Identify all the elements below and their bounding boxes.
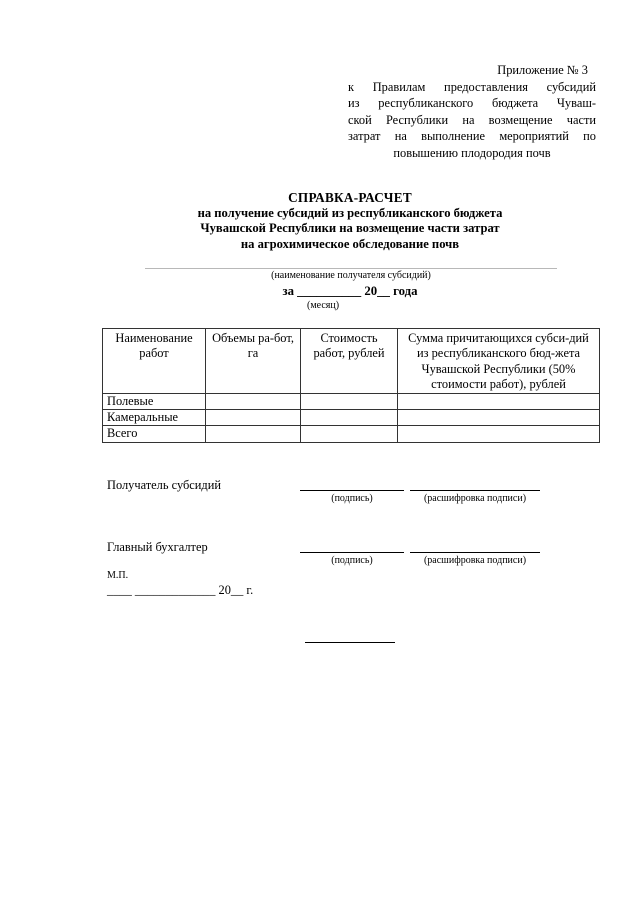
signature-line xyxy=(300,490,404,491)
table-row xyxy=(103,426,600,442)
signature-line xyxy=(300,552,404,553)
title-line: Чувашской Республики на возмещение части затрат xyxy=(200,221,500,236)
decode-hint: (расшифровка подписи) xyxy=(423,493,527,504)
signature-hint: (подпись) xyxy=(331,493,373,504)
decode-hint: (расшифровка подписи) xyxy=(423,555,527,566)
table-cell: Камеральные xyxy=(103,410,206,426)
appendix-line: ской Республики на возмещение части xyxy=(348,112,596,127)
recipient-hint: (наименование получателя субсидий) xyxy=(271,270,431,281)
table-cell xyxy=(398,410,600,426)
title-main: СПРАВКА-РАСЧЕТ xyxy=(288,190,412,205)
table-cell: Всего xyxy=(103,426,206,442)
table-row xyxy=(103,410,600,426)
table-cell xyxy=(398,393,600,409)
appendix-line: повышению плодородия почв xyxy=(393,145,551,160)
table-cell xyxy=(301,426,398,442)
date-line: ____ _____________ 20__ г. xyxy=(107,583,254,597)
period-text: за __________ 20__ года xyxy=(282,284,418,298)
table-cell xyxy=(301,393,398,409)
bottom-separator xyxy=(305,642,395,643)
table-cell: Полевые xyxy=(103,393,206,409)
header-cell: Наименование работ xyxy=(103,329,206,394)
decode-line xyxy=(410,490,540,491)
table-cell xyxy=(206,393,301,409)
table-cell xyxy=(398,426,600,442)
appendix-block xyxy=(348,62,596,162)
appendix-line: к Правилам предоставления субсидий xyxy=(348,79,596,94)
document-title xyxy=(140,190,560,252)
header-cell: Сумма причитающихся субси-дий из республиканского бюд-жета Чувашской Республики (50% стоимости работ), рублей xyxy=(398,329,600,394)
table-header-row xyxy=(103,329,600,394)
title-line: на получение субсидий из республиканского бюджета xyxy=(197,205,503,220)
header-cell: Стоимость работ, рублей xyxy=(301,329,398,394)
signature-hint: (подпись) xyxy=(331,555,373,566)
appendix-line: затрат на выполнение мероприятий по xyxy=(348,129,596,144)
title-line: на агрохимическое обследование почв xyxy=(240,236,460,251)
decode-line xyxy=(410,552,540,553)
stamp-mark: М.П. xyxy=(107,570,129,581)
appendix-line: из республиканского бюджета Чуваш- xyxy=(348,96,596,111)
table-row xyxy=(103,393,600,409)
calculation-table xyxy=(102,328,600,443)
recipient-signature-label: Получатель субсидий xyxy=(107,478,221,492)
table-cell xyxy=(206,426,301,442)
table-cell xyxy=(206,410,301,426)
recipient-line xyxy=(145,268,557,269)
accountant-signature-label: Главный бухгалтер xyxy=(107,540,208,554)
header-cell: Объемы ра-бот, га xyxy=(206,329,301,394)
period-hint: (месяц) xyxy=(307,300,340,311)
appendix-number: Приложение № 3 xyxy=(497,63,588,77)
table-cell xyxy=(301,410,398,426)
